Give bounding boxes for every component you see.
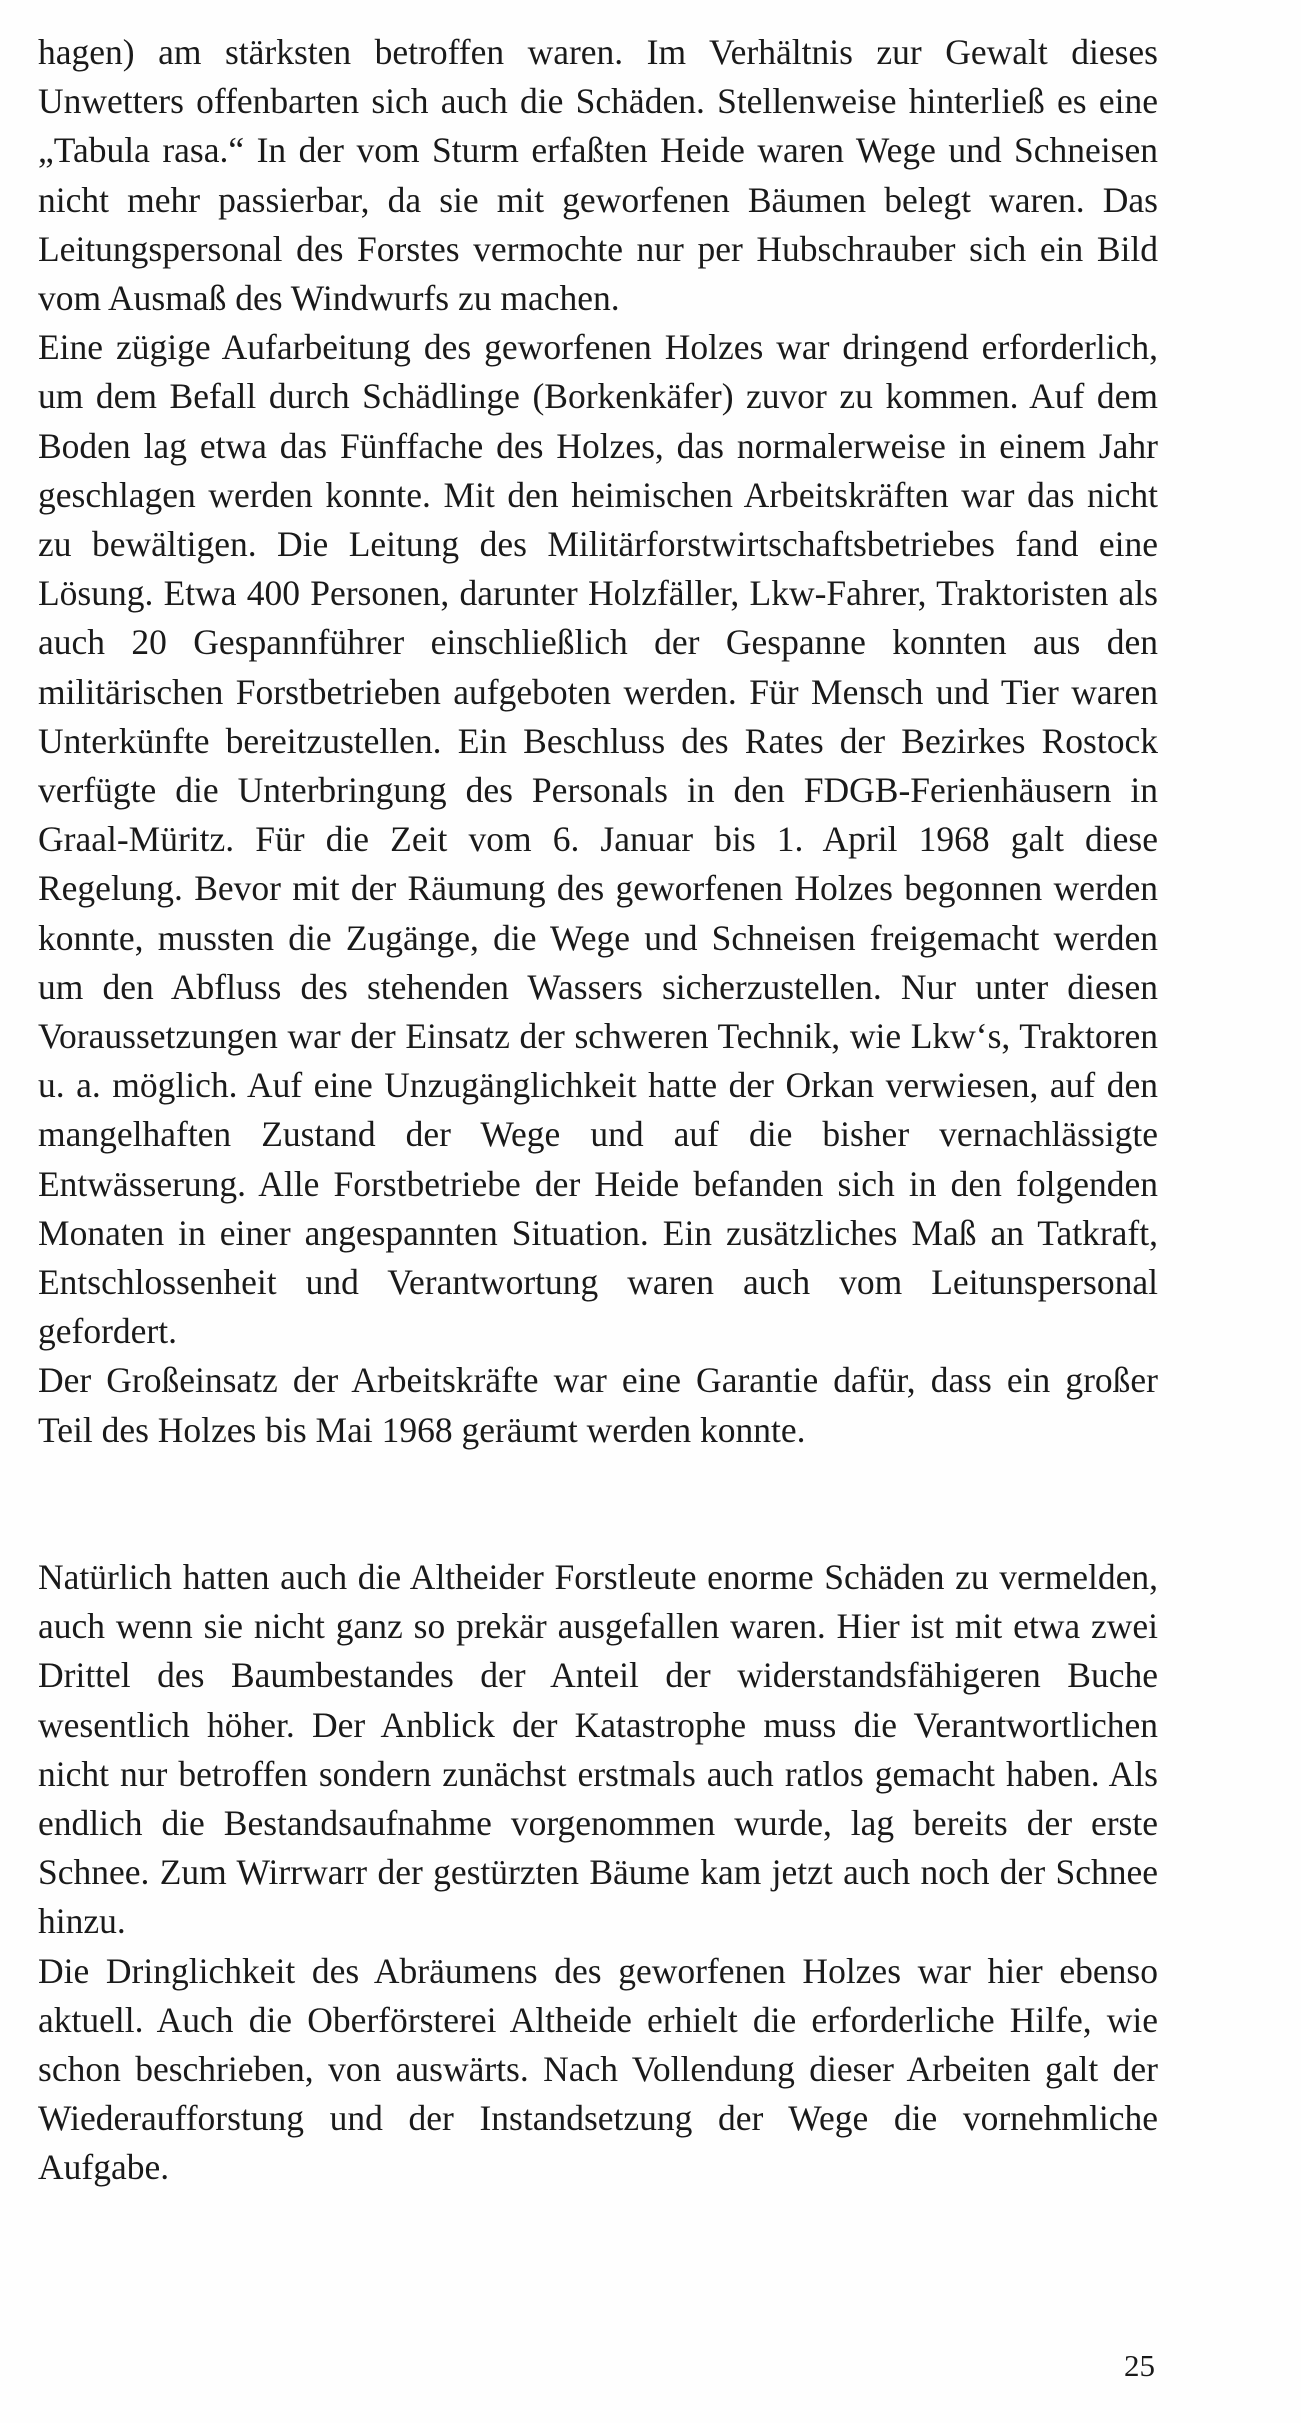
paragraph-altheide-damage: Natürlich hatten auch die Altheider Forstleute enorme Schäden zu vermelden, auch wenn sie nicht ganz so prekär ausgefallen waren. Hier ist mit etwa zwei Drittel des Baumbestandes der Anteil der widerstandsfähigeren Buche wesentlich höher. Der Anblick der Katastrophe muss die Verantwortlichen nicht nur betroffen sondern zunächst erstmals auch ratlos gemacht haben. Als endlich die Bestandsaufnahme vorgenommen wurde, lag bereits der erste Schnee. Zum Wirrwarr der gestürzten Bäume kam jetzt auch noch der Schnee hinzu. bbox=[38, 1556, 1158, 1942]
paragraph-timber-processing: Eine zügige Aufarbeitung des geworfenen Holzes war dringend erforderlich, um dem Befall durch Schädlinge (Borkenkäfer) zuvor zu kommen. Auf dem Boden lag etwa das Fünffache des Holzes, das normalerweise in einem Jahr geschlagen werden konnte. Mit den heimischen Arbeitskräften war das nicht zu bewältigen. Die Leitung des Militärforstwirtschaftsbetriebes fand eine Lösung. Etwa 400 Personen, darunter Holzfäller, Lkw-Fahrer, Traktoristen als auch 20 Gespannführer einschließlich der Gespanne konnten aus den militärischen Forstbetrieben aufgeboten werden. Für Mensch und Tier waren Unterkünfte bereitzustellen. Ein Beschluss des Rates der Bezirkes Rostock verfügte die Unterbringung des Personals in den FDGB-Ferienhäusern in Graal-Müritz. Für die Zeit vom 6. Januar bis 1. April 1968 galt diese Regelung. Bevor mit der Räumung des geworfenen Holzes begonnen werden konnte, mussten die Zugänge, die Wege und Schneisen freigemacht werden um den Abfluss des stehenden Wassers sicherzustellen. Nur unter diesen Voraussetzungen war der Einsatz der schweren Technik, wie Lkw‘s, Traktoren u. a. möglich. Auf eine Unzugänglichkeit hatte der Orkan verwiesen, auf den mangelhaften Zustand der Wege und auf die bisher vernachlässigte Entwässerung. Alle Forstbetriebe der Heide befanden sich in den folgenden Monaten in einer angespannten Situation. Ein zusätzliches Maß an Tatkraft, Entschlossenheit und Verantwortung waren auch vom Leitunspersonal gefordert. bbox=[38, 327, 1158, 1352]
page-number: 25 bbox=[1124, 2348, 1155, 2383]
body-text bbox=[38, 28, 1158, 2193]
paragraph-storm-damage: hagen) am stärksten betroffen waren. Im Verhältnis zur Gewalt dieses Unwetters offenbarten sich auch die Schäden. Stellenweise hinterließ es eine „Tabula rasa.“ In der vom Sturm erfaßten Heide waren Wege und Schneisen nicht mehr passierbar, da sie mit geworfenen Bäumen belegt waren. Das Leitungspersonal des Forstes vermochte nur per Hubschrauber sich ein Bild vom Ausmaß des Windwurfs zu machen. bbox=[38, 32, 1158, 319]
paragraph-reforestation: Die Dringlichkeit des Abräumens des geworfenen Holzes war hier ebenso aktuell. Auch die Oberförsterei Altheide erhielt die erforderliche Hilfe, wie schon beschrieben, von auswärts. Nach Vollendung dieser Arbeiten galt der Wiederaufforstung und der Instandsetzung der Wege die vornehmliche Aufgabe. bbox=[38, 1950, 1158, 2188]
paragraph-large-scale-effort: Der Großeinsatz der Arbeitskräfte war eine Garantie dafür, dass ein großer Teil des Holzes bis Mai 1968 geräumt werden konnte. bbox=[38, 1360, 1158, 1450]
